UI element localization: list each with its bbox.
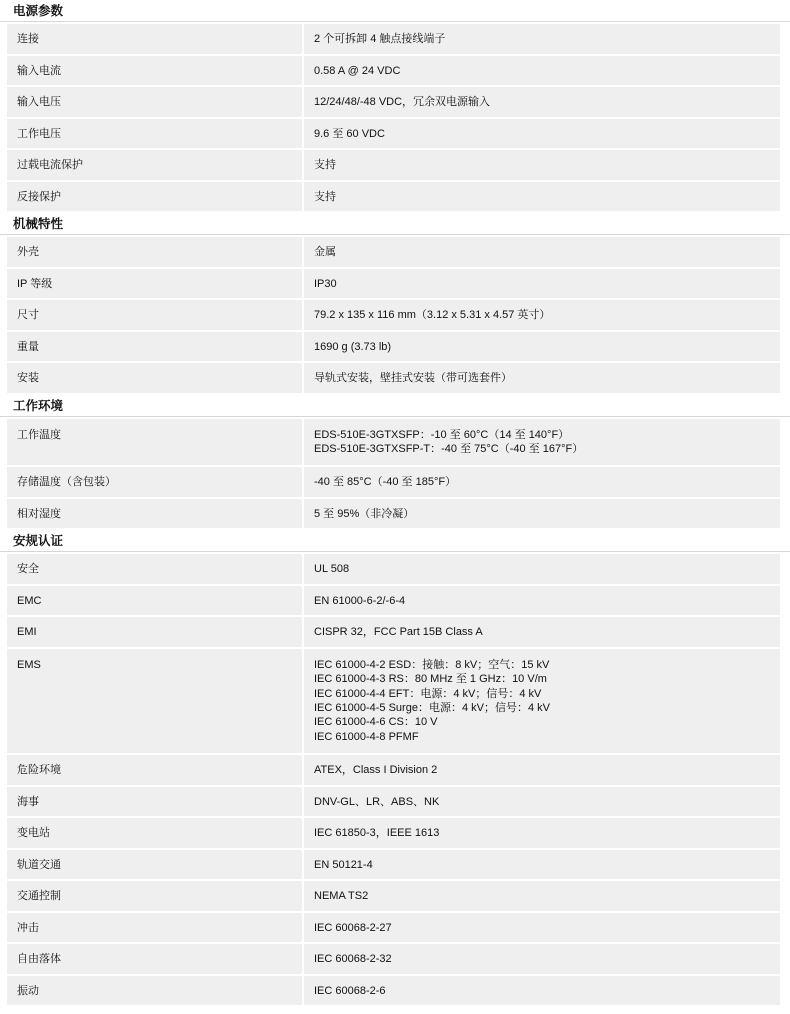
spec-value: NEMA TS2 [304, 881, 780, 911]
spec-label: 重量 [7, 332, 302, 362]
spec-value: IEC 61850-3，IEEE 1613 [304, 818, 780, 848]
spec-label: EMC [7, 586, 302, 616]
spec-row [7, 787, 780, 817]
spec-value: EDS-510E-3GTXSFP：-10 至 60°C（14 至 140°F） EDS-510E-3GTXSFP-T：-40 至 75°C（-40 至 167°F） [304, 419, 780, 466]
spec-table [0, 22, 790, 213]
spec-row [7, 363, 780, 393]
spec-row [7, 850, 780, 880]
spec-row [7, 300, 780, 330]
spec-value: IEC 60068-2-27 [304, 913, 780, 943]
spec-label: 危险环境 [7, 755, 302, 785]
spec-row [7, 649, 780, 753]
spec-row [7, 182, 780, 212]
spec-label: 存储温度（含包装） [7, 467, 302, 497]
spec-label: 安全 [7, 554, 302, 584]
spec-row [7, 617, 780, 647]
spec-row [7, 119, 780, 149]
spec-row [7, 150, 780, 180]
spec-label: 变电站 [7, 818, 302, 848]
spec-label: 安装 [7, 363, 302, 393]
spec-label: 冲击 [7, 913, 302, 943]
spec-row [7, 881, 780, 911]
spec-label: 输入电流 [7, 56, 302, 86]
spec-row [7, 237, 780, 267]
spec-row [7, 944, 780, 974]
spec-label: 过载电流保护 [7, 150, 302, 180]
spec-value: DNV-GL、LR、ABS、NK [304, 787, 780, 817]
spec-value: 12/24/48/-48 VDC，冗余双电源输入 [304, 87, 780, 117]
spec-row [7, 419, 780, 466]
spec-value: EN 50121-4 [304, 850, 780, 880]
section-certification [0, 530, 790, 1007]
spec-value: IEC 60068-2-6 [304, 976, 780, 1006]
section-title: 安规认证 [0, 530, 790, 552]
spec-row [7, 499, 780, 529]
spec-row [7, 87, 780, 117]
spec-label: 交通控制 [7, 881, 302, 911]
spec-value: 导轨式安装，壁挂式安装（带可选套件） [304, 363, 780, 393]
spec-row [7, 586, 780, 616]
spec-label: 自由落体 [7, 944, 302, 974]
spec-label: IP 等级 [7, 269, 302, 299]
spec-value: CISPR 32，FCC Part 15B Class A [304, 617, 780, 647]
spec-value: 1690 g (3.73 lb) [304, 332, 780, 362]
spec-value: 9.6 至 60 VDC [304, 119, 780, 149]
spec-label: 相对湿度 [7, 499, 302, 529]
spec-value: ATEX，Class I Division 2 [304, 755, 780, 785]
spec-label: EMS [7, 649, 302, 753]
spec-value: 支持 [304, 150, 780, 180]
spec-label: 连接 [7, 24, 302, 54]
spec-row [7, 976, 780, 1006]
spec-value: -40 至 85°C（-40 至 185°F） [304, 467, 780, 497]
spec-value: IEC 60068-2-32 [304, 944, 780, 974]
section-power [0, 0, 790, 213]
spec-row [7, 56, 780, 86]
spec-value: IP30 [304, 269, 780, 299]
spec-row [7, 818, 780, 848]
spec-value: 金属 [304, 237, 780, 267]
section-title: 工作环境 [0, 395, 790, 417]
spec-table [0, 417, 790, 531]
spec-value: UL 508 [304, 554, 780, 584]
section-environment [0, 395, 790, 531]
spec-row [7, 269, 780, 299]
spec-label: 尺寸 [7, 300, 302, 330]
spec-value: 2 个可拆卸 4 触点接线端子 [304, 24, 780, 54]
spec-row [7, 24, 780, 54]
spec-label: 反接保护 [7, 182, 302, 212]
spec-row [7, 755, 780, 785]
spec-label: 工作电压 [7, 119, 302, 149]
spec-value: 0.58 A @ 24 VDC [304, 56, 780, 86]
spec-label: 轨道交通 [7, 850, 302, 880]
spec-label: EMI [7, 617, 302, 647]
spec-row [7, 332, 780, 362]
spec-value: EN 61000-6-2/-6-4 [304, 586, 780, 616]
section-mechanical [0, 213, 790, 395]
spec-label: 振动 [7, 976, 302, 1006]
section-title: 机械特性 [0, 213, 790, 235]
spec-value: IEC 61000-4-2 ESD：接触：8 kV；空气：15 kV IEC 61000-4-3 RS：80 MHz 至 1 GHz：10 V/m IEC 61000-4-4 EFT：电源：4 kV；信号：4 kV IEC 61000-4-5 Surge：电源：4 kV；信号：4 kV IEC 61000-4-6 CS：10 V IEC 61000-4-8 PFMF [304, 649, 780, 753]
spec-label: 海事 [7, 787, 302, 817]
spec-value: 支持 [304, 182, 780, 212]
spec-label: 外壳 [7, 237, 302, 267]
spec-row [7, 554, 780, 584]
spec-value: 79.2 x 135 x 116 mm（3.12 x 5.31 x 4.57 英寸） [304, 300, 780, 330]
spec-label: 输入电压 [7, 87, 302, 117]
spec-row [7, 913, 780, 943]
spec-label: 工作温度 [7, 419, 302, 466]
spec-table [0, 235, 790, 395]
spec-row [7, 467, 780, 497]
spec-value: 5 至 95%（非冷凝） [304, 499, 780, 529]
spec-table [0, 552, 790, 1007]
section-title: 电源参数 [0, 0, 790, 22]
